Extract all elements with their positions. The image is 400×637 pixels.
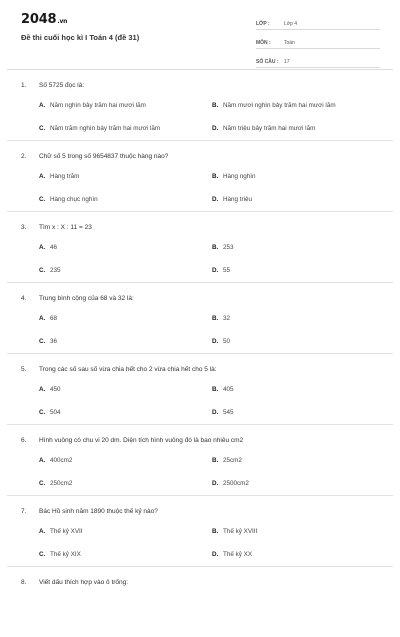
question-8 — [7, 567, 393, 637]
option-letter: A. — [39, 528, 46, 535]
option-letter: C. — [39, 196, 46, 203]
option-text: 250cm2 — [50, 480, 73, 487]
option-text: Năm nghìn bảy trăm hai mươi lăm — [50, 102, 146, 109]
option-text: Năm trăm nghìn bảy trăm hai mươi lăm — [50, 125, 161, 132]
option-letter: A. — [39, 315, 46, 322]
option-letter: C. — [39, 338, 46, 345]
meta-value: 17 — [284, 59, 290, 65]
option-a[interactable] — [39, 244, 57, 251]
question-stem — [21, 82, 84, 89]
question-2 — [7, 141, 393, 212]
option-letter: D. — [212, 551, 219, 558]
question-text: Trung bình cộng của 68 và 32 là: — [39, 295, 134, 302]
option-d[interactable] — [212, 551, 252, 558]
option-b[interactable] — [212, 315, 230, 322]
question-text: Trong các số sau số vừa chia hết cho 2 vừa chia hết cho 5 là: — [39, 366, 217, 373]
option-letter: A. — [39, 244, 46, 251]
option-letter: B. — [212, 386, 219, 393]
question-text: Viết dấu thích hợp vào ô trống: — [39, 579, 129, 586]
question-5 — [7, 354, 393, 425]
option-text: 68 — [50, 315, 58, 322]
option-b[interactable] — [212, 528, 257, 535]
meta-value: Lớp 4 — [284, 21, 298, 27]
logo-sub: .vn — [57, 18, 68, 25]
option-b[interactable] — [212, 173, 256, 180]
option-c[interactable] — [39, 338, 57, 345]
option-letter: D. — [212, 125, 219, 132]
option-text: 405 — [223, 386, 234, 393]
option-b[interactable] — [212, 457, 242, 464]
option-text: 50 — [223, 338, 231, 345]
option-letter: D. — [212, 409, 219, 416]
question-text: Bác Hồ sinh năm 1890 thuộc thế kỷ nào? — [39, 508, 158, 515]
meta-label: LỚP : — [256, 21, 270, 27]
site-logo[interactable] — [21, 12, 67, 27]
option-letter: A. — [39, 457, 46, 464]
option-text: 36 — [50, 338, 58, 345]
meta-value: Toán — [284, 40, 295, 46]
option-letter: C. — [39, 267, 46, 274]
meta-label: SỐ CÂU : — [256, 59, 279, 65]
option-letter: A. — [39, 102, 46, 109]
option-text: Hàng chục nghìn — [50, 196, 98, 203]
question-number: 5. — [21, 366, 27, 373]
option-text: Hàng triệu — [223, 196, 253, 203]
option-text: 400cm2 — [50, 457, 73, 464]
option-letter: D. — [212, 196, 219, 203]
question-number: 8. — [21, 579, 27, 586]
option-c[interactable] — [39, 409, 61, 416]
option-c[interactable] — [39, 267, 61, 274]
option-b[interactable] — [212, 244, 234, 251]
option-a[interactable] — [39, 457, 72, 464]
question-6 — [7, 425, 393, 496]
option-text: Năm mươi nghìn bảy trăm hai mươi lăm — [223, 102, 336, 109]
question-stem — [21, 366, 217, 373]
exam-meta — [256, 14, 380, 71]
option-b[interactable] — [212, 386, 234, 393]
page-title: Đề thi cuối học kì I Toán 4 (đề 31) — [21, 33, 140, 42]
question-text: Số 5725 đọc là: — [39, 82, 85, 89]
option-text: Thế kỷ XVIII — [223, 528, 258, 535]
option-letter: D. — [212, 267, 219, 274]
option-letter: B. — [212, 173, 219, 180]
option-letter: A. — [39, 386, 46, 393]
option-text: Hàng trăm — [50, 173, 80, 180]
option-text: Năm triệu bảy trăm hai mươi lăm — [223, 125, 316, 132]
option-a[interactable] — [39, 528, 83, 535]
option-d[interactable] — [212, 125, 315, 132]
option-text: 235 — [50, 267, 61, 274]
question-stem — [21, 579, 128, 586]
question-number: 6. — [21, 437, 27, 444]
question-stem — [21, 295, 134, 302]
option-d[interactable] — [212, 338, 230, 345]
option-text: 2500cm2 — [223, 480, 249, 487]
option-text: 46 — [50, 244, 58, 251]
question-number: 7. — [21, 508, 27, 515]
option-letter: A. — [39, 173, 46, 180]
option-letter: B. — [212, 528, 219, 535]
question-number: 1. — [21, 82, 27, 89]
option-letter: B. — [212, 457, 219, 464]
question-number: 3. — [21, 224, 27, 231]
question-7 — [7, 496, 393, 567]
question-3 — [7, 212, 393, 283]
option-text: Hàng nghìn — [223, 173, 256, 180]
option-letter: B. — [212, 244, 219, 251]
option-a[interactable] — [39, 315, 57, 322]
question-1 — [7, 70, 393, 141]
question-number: 2. — [21, 153, 27, 160]
logo-main: 2048 — [21, 12, 57, 27]
option-d[interactable] — [212, 480, 249, 487]
option-a[interactable] — [39, 173, 79, 180]
meta-row-count — [256, 52, 380, 68]
option-text: 55 — [223, 267, 231, 274]
option-letter: C. — [39, 551, 46, 558]
exam-header — [0, 0, 400, 68]
question-text: Tìm x : X : 11 = 23 — [39, 224, 92, 231]
option-c[interactable] — [39, 196, 98, 203]
option-d[interactable] — [212, 267, 230, 274]
option-text: 504 — [50, 409, 61, 416]
option-b[interactable] — [212, 102, 336, 109]
question-stem — [21, 153, 168, 160]
option-letter: C. — [39, 480, 46, 487]
option-c[interactable] — [39, 551, 81, 558]
question-text: Hình vuông có chu vi 20 dm. Diện tích hình vuông đó là bao nhiêu cm2 — [39, 437, 244, 444]
option-c[interactable] — [39, 480, 72, 487]
option-text: Thế kỷ XX — [223, 551, 253, 558]
option-letter: D. — [212, 480, 219, 487]
question-text: Chữ số 5 trong số 9654837 thuộc hàng nào? — [39, 153, 169, 160]
option-text: Thế kỷ XIX — [50, 551, 81, 558]
option-letter: B. — [212, 315, 219, 322]
question-4 — [7, 283, 393, 354]
option-d[interactable] — [212, 409, 234, 416]
option-letter: B. — [212, 102, 219, 109]
question-list — [0, 70, 400, 637]
option-text: 545 — [223, 409, 234, 416]
question-stem — [21, 224, 92, 231]
option-c[interactable] — [39, 125, 160, 132]
option-a[interactable] — [39, 102, 146, 109]
option-text: 25cm2 — [223, 457, 242, 464]
option-text: Thế kỷ XVII — [50, 528, 83, 535]
question-stem — [21, 437, 243, 444]
option-text: 253 — [223, 244, 234, 251]
meta-row-class — [256, 14, 380, 30]
option-d[interactable] — [212, 196, 252, 203]
option-text: 32 — [223, 315, 231, 322]
question-stem — [21, 508, 158, 515]
option-letter: D. — [212, 338, 219, 345]
question-number: 4. — [21, 295, 27, 302]
option-letter: C. — [39, 409, 46, 416]
option-letter: C. — [39, 125, 46, 132]
meta-label: MÔN : — [256, 40, 271, 46]
option-text: 450 — [50, 386, 61, 393]
meta-row-subject — [256, 33, 380, 49]
option-a[interactable] — [39, 386, 61, 393]
